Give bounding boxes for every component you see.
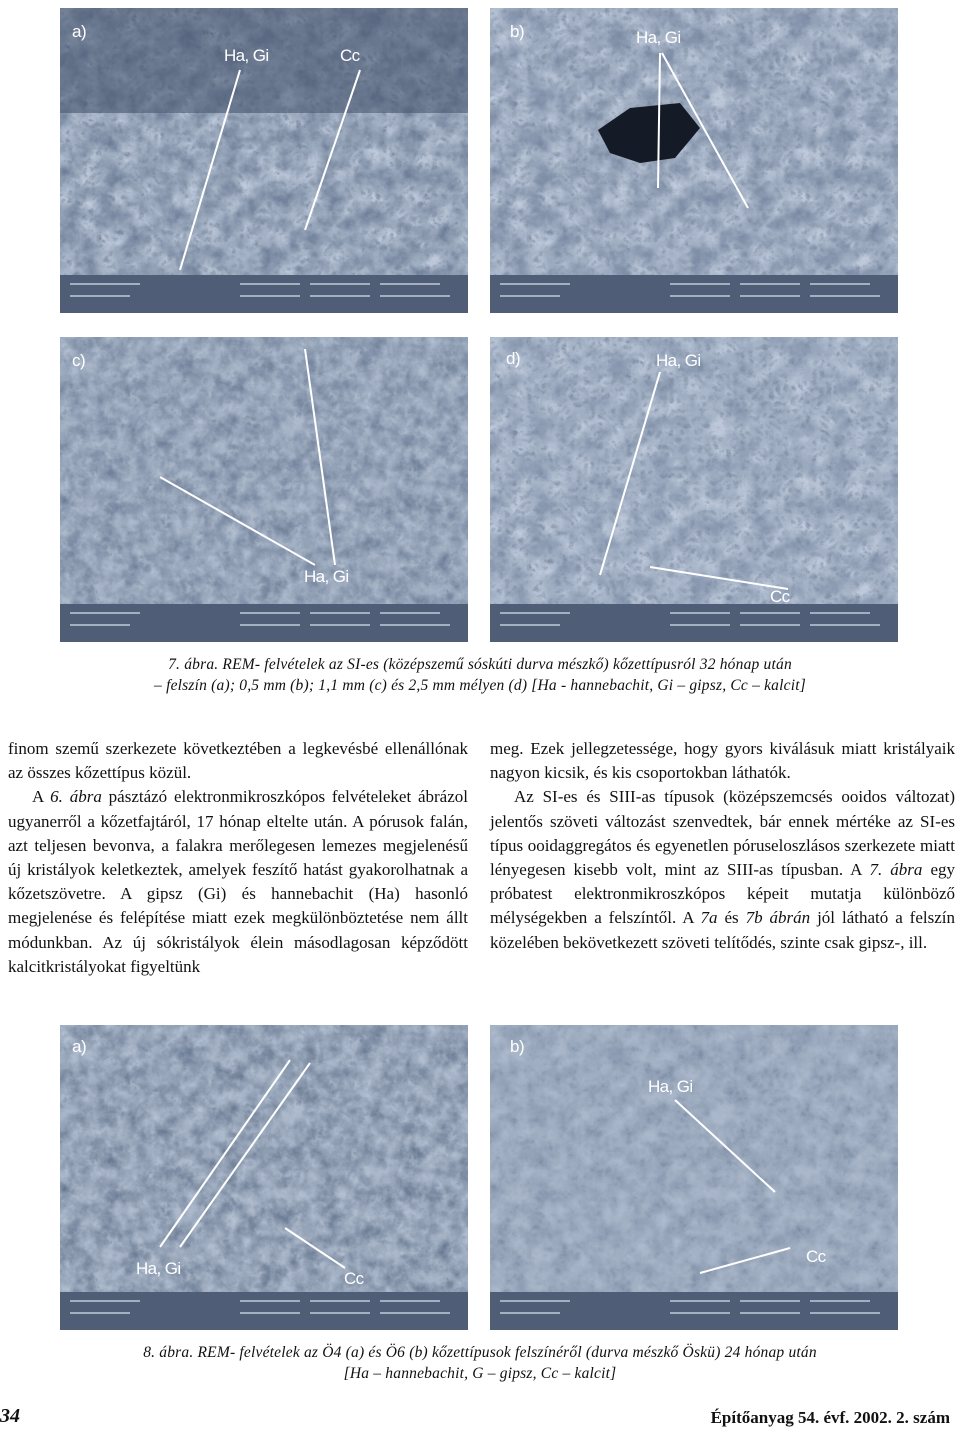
sem-image-7d <box>490 337 898 642</box>
figure-reference: 7. ábra <box>869 860 923 880</box>
journal-footer: Építőanyag 54. évf. 2002. 2. szám <box>710 1408 950 1427</box>
sem-image-8a <box>60 1025 468 1330</box>
sem-image-7b <box>490 8 898 313</box>
caption-line-2: – felszín (a); 0,5 mm (b); 1,1 mm (c) és 2,5 mm mélyen (d) [Ha - hannebachit, Gi – gipsz, Cc – kalcit] <box>154 677 806 694</box>
caption-line-1: 7. ábra. REM- felvételek az SI-es (középszemű sóskúti durva mészkő) kőzettípusról 32 hónap után <box>168 656 792 673</box>
text-column-right <box>490 737 955 955</box>
panel-label: c) <box>72 351 86 370</box>
panel-label: d) <box>506 349 521 368</box>
annotation-ha-gi: Ha, Gi <box>304 567 349 586</box>
annotation-cc: Cc <box>770 587 790 606</box>
annotation-ha-gi: Ha, Gi <box>648 1077 693 1096</box>
figure-reference: 7a <box>700 908 718 928</box>
figure-reference: 7b ábrán <box>745 908 811 928</box>
annotation-leaders <box>60 1025 468 1330</box>
panel-label: b) <box>510 1037 525 1056</box>
annotation-ha-gi: Ha, Gi <box>636 28 681 47</box>
page-number: 34 <box>0 1405 20 1427</box>
figure-7-caption <box>0 656 960 695</box>
annotation-ha-gi: Ha, Gi <box>136 1259 181 1278</box>
annotation-ha-gi: Ha, Gi <box>656 351 701 370</box>
annotation-cc: Cc <box>806 1247 826 1266</box>
panel-label: a) <box>72 1037 87 1056</box>
caption-line-2: [Ha – hannebachit, G – gipsz, Cc – kalcit] <box>343 1365 617 1382</box>
caption-line-1: 8. ábra. REM- felvételek az Ö4 (a) és Ö6 (b) kőzettípusok felszínéről (durva mészkő Öskü) 24 hónap után <box>143 1344 817 1361</box>
annotation-cc: Cc <box>344 1269 364 1288</box>
annotation-leaders <box>60 337 468 642</box>
annotation-cc: Cc <box>340 46 360 65</box>
panel-label: b) <box>510 22 525 41</box>
sem-image-7c <box>60 337 468 642</box>
annotation-ha-gi: Ha, Gi <box>224 46 269 65</box>
annotation-leaders <box>490 8 898 313</box>
paragraph: A 6. ábra pásztázó elektronmikroszkópos felvételeket ábrázol ugyanerről a kőzetfajtáról, 17 hónap eltelte után. A pórusok falán, azt teljesen bevonva, a falakra merőlegesen lemezes megjelenésű új kristályok keletkeztek, amelyek feszítő hatást gyakorolhatnak a kőzetszövetre. A gipsz (Gi) és hannebachit (Ha) hasonló megjelenése és felépítése miatt ezek megkülönböztetése nem állt módunkban. Az új sókristályok élein másodlagosan képződött kalcitkristályokat figyeltünk <box>8 787 468 976</box>
paragraph: finom szemű szerkezete következtében a legkevésbé ellenállónak az összes kőzettípus közül. <box>8 739 468 783</box>
panel-label: a) <box>72 22 87 41</box>
text-column-left <box>8 737 468 979</box>
paragraph: Az SI-es és SIII-as típusok (középszemcsés ooidos változat) jelentős szöveti változást szenvedtek, bár ennek mértéke az SI-es típus ooidaggregátos és egyenetlen póruseloszlásos szerkezete miatt lényegesen kisebb volt, mint az SIII-as típusban. A 7. ábra egy próbatest elektronmikroszkópos képeit mutatja különböző mélységekben a felszíntől. A 7a és 7b ábrán jól látható a felszín közelében bekövetkezett szöveti telítődés, szinte csak gipsz-, ill. <box>490 787 955 952</box>
annotation-leaders <box>490 1025 898 1330</box>
figure-8-caption <box>0 1344 960 1383</box>
paragraph: meg. Ezek jellegzetessége, hogy gyors kiválásuk miatt kristályaik nagyon kicsik, és kis csoportokban láthatók. <box>490 739 955 783</box>
sem-image-8b <box>490 1025 898 1330</box>
annotation-leaders <box>490 337 898 642</box>
figure-reference: 6. ábra <box>50 787 102 807</box>
sem-image-7a <box>60 8 468 313</box>
